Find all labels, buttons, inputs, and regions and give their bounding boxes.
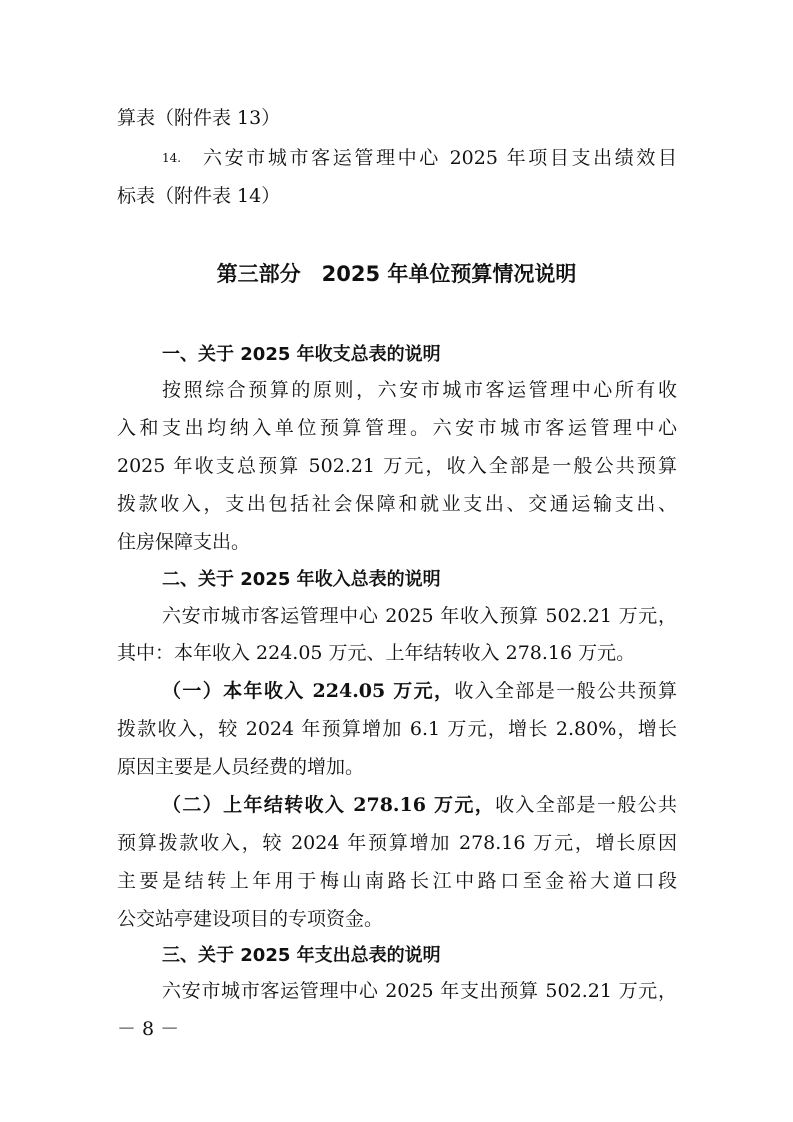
- section-2-sub-2-line-3: 主要是结转上年用于梅山南路长江中路口至金裕大道口段: [117, 870, 677, 892]
- section-2-line-1: 六安市城市客运管理中心 2025 年收入预算 502.21 万元，: [162, 605, 677, 627]
- section-2-sub-1-line-2: 拨款收入，较 2024 年预算增加 6.1 万元，增长 2.80%，增长: [117, 718, 677, 740]
- section-3-heading: 三、关于 2025 年支出总表的说明: [162, 945, 441, 966]
- item-13-continuation: 算表（附件表 13）: [117, 107, 281, 129]
- section-3-line-1: 六安市城市客运管理中心 2025 年支出预算 502.21 万元，: [162, 980, 677, 1002]
- section-2-sub-2-line-4: 公交站亭建设项目的专项资金。: [117, 908, 384, 930]
- section-1-line-3: 2025 年收支总预算 502.21 万元，收入全部是一般公共预算: [117, 455, 677, 477]
- section-1-heading: 一、关于 2025 年收支总表的说明: [162, 344, 441, 365]
- part-three-title: 第三部分 2025 年单位预算情况说明: [216, 262, 577, 286]
- section-1-line-4: 拨款收入，支出包括社会保障和就业支出、交通运输支出、: [117, 493, 677, 515]
- page-number: － 8 －: [117, 1018, 180, 1040]
- item-14-number: 14.: [162, 151, 182, 165]
- sub-2-bold-lead: （二）上年结转收入 278.16 万元，: [162, 794, 496, 816]
- section-1-line-2: 入和支出均纳入单位预算管理。六安市城市客运管理中心: [117, 417, 677, 439]
- sub-2-rest: 收入全部是一般公共: [495, 794, 677, 816]
- section-2-sub-2-first-line: [162, 793, 677, 817]
- sub-1-rest: 收入全部是一般公共预算: [454, 680, 677, 702]
- section-2-sub-1-line-3: 原因主要是人员经费的增加。: [117, 756, 365, 778]
- sub-1-bold-lead: （一）本年收入 224.05 万元，: [162, 680, 455, 702]
- section-1-line-5: 住房保障支出。: [117, 531, 251, 553]
- section-2-sub-1-first-line: [162, 679, 677, 703]
- section-1-line-1: 按照综合预算的原则，六安市城市客运管理中心所有收: [162, 379, 677, 401]
- item-14-line-1: 六安市城市客运管理中心 2025 年项目支出绩效目: [203, 147, 677, 169]
- section-2-heading: 二、关于 2025 年收入总表的说明: [162, 569, 441, 590]
- section-2-sub-2-line-2: 预算拨款收入，较 2024 年预算增加 278.16 万元，增长原因: [117, 832, 677, 854]
- section-2-line-2: 其中：本年收入 224.05 万元、上年结转收入 278.16 万元。: [117, 642, 636, 664]
- item-14-line-2: 标表（附件表 14）: [117, 185, 281, 207]
